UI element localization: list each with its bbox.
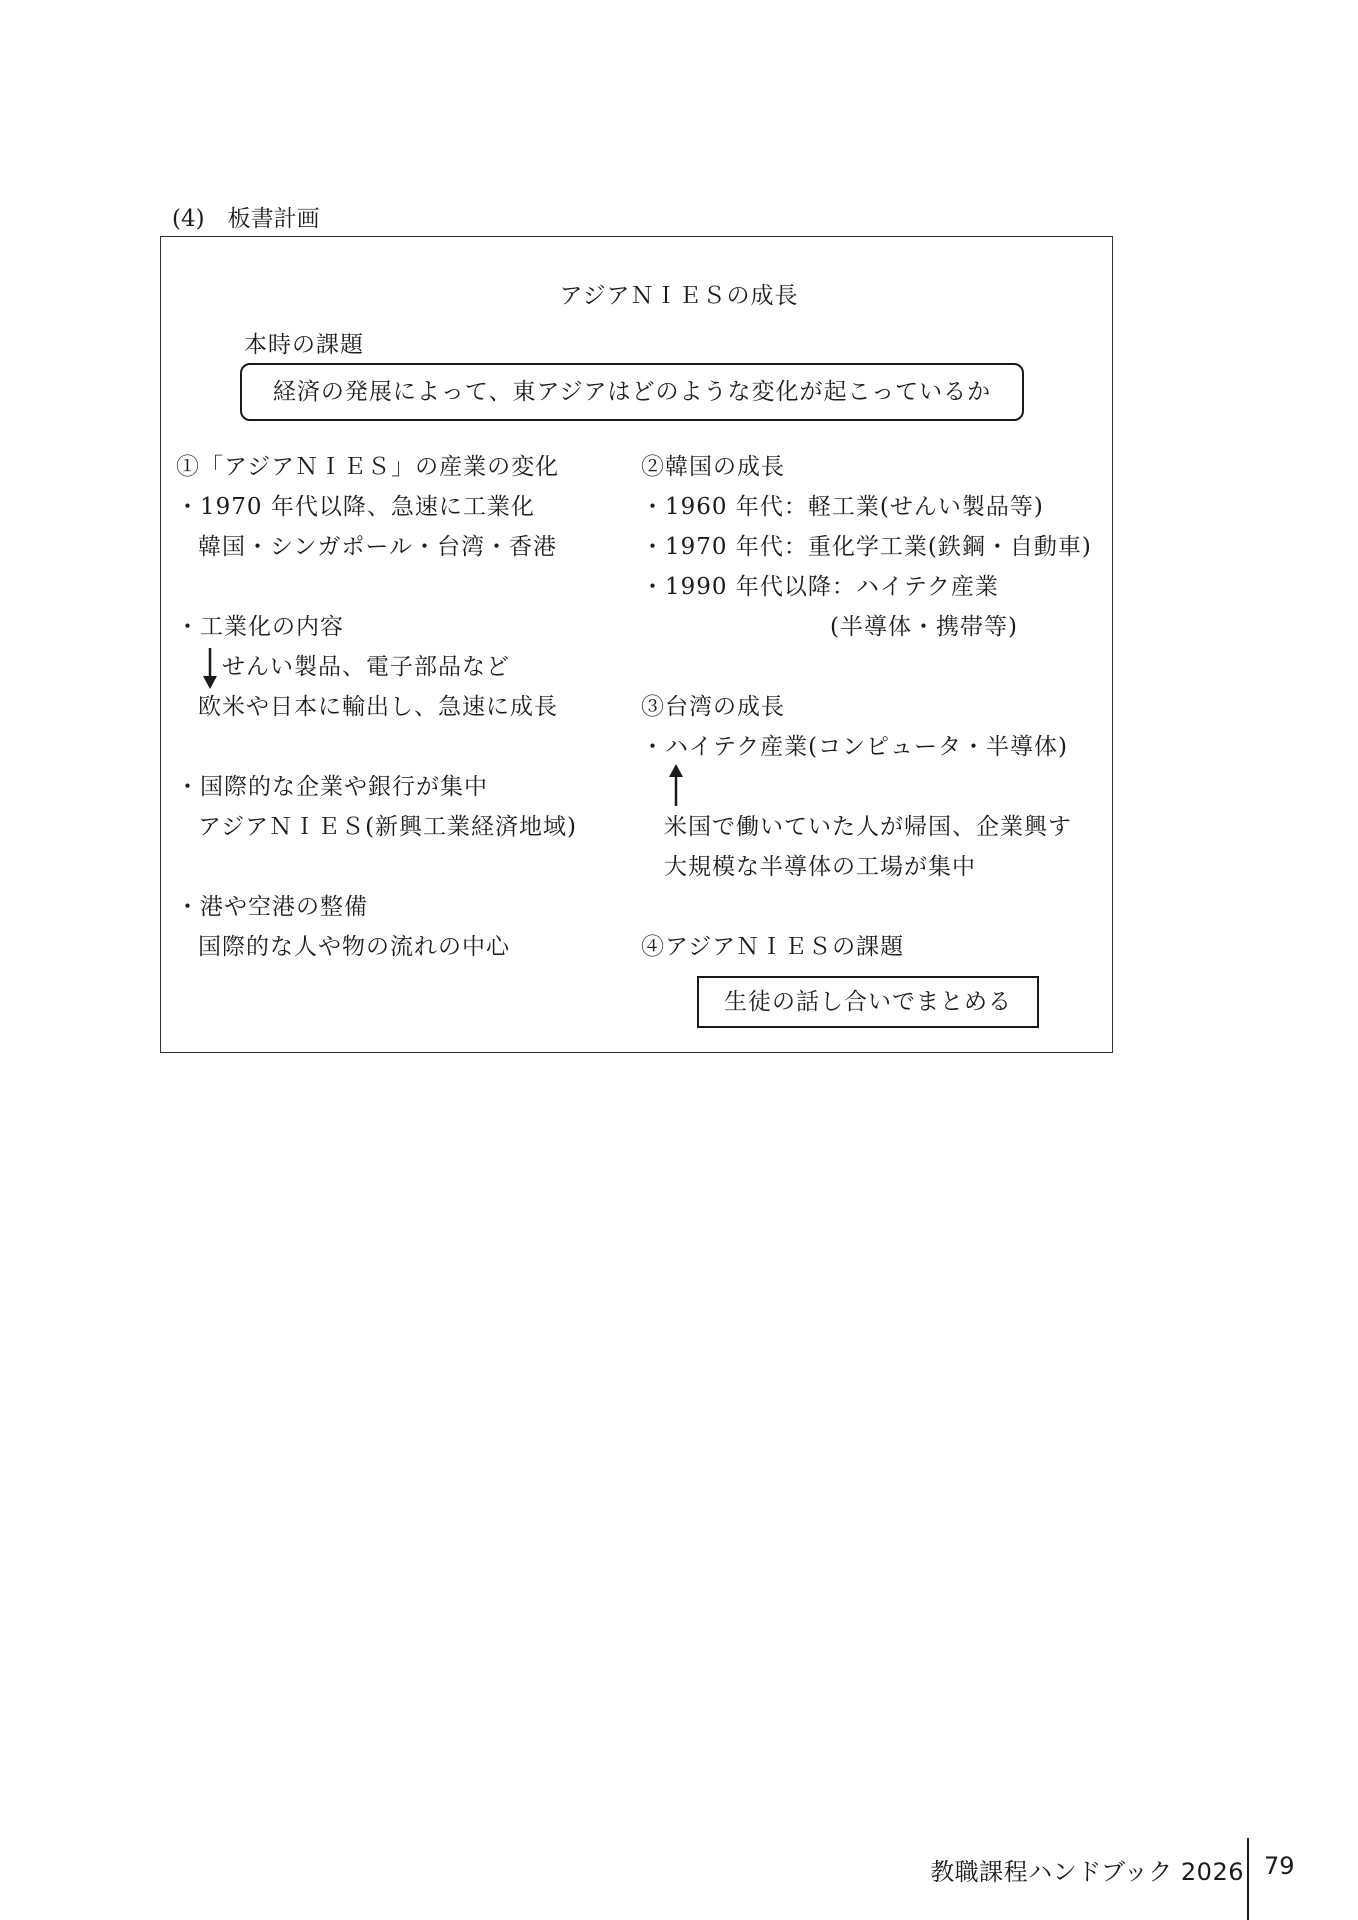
left-line-9: 国際的な人や物の流れの中心 [198, 934, 510, 960]
left-line-2: 韓国・シンガポール・台湾・香港 [198, 534, 557, 560]
left-line-3: ・工業化の内容 [176, 614, 344, 640]
taiwan-heading: ③台湾の成長 [641, 694, 785, 720]
issues-heading: ④アジアＮＩＥＳの課題 [641, 934, 905, 960]
issue-box [240, 363, 1024, 421]
korea-heading: ②韓国の成長 [641, 454, 785, 480]
left-line-6: ・国際的な企業や銀行が集中 [176, 774, 488, 800]
korea-line-3: ・1990 年代以降：ハイテク産業 [641, 574, 999, 600]
left-line-7: アジアＮＩＥＳ(新興工業経済地域) [198, 814, 578, 840]
summary-box [697, 976, 1039, 1028]
korea-line-4: (半導体・携帯等) [830, 614, 1018, 640]
taiwan-line-2: 米国で働いていた人が帰国、企業興す [664, 814, 1072, 840]
issue-text: 経済の発展によって、東アジアはどのような変化が起こっているか [272, 379, 992, 405]
footer-title: 教職課程ハンドブック 2026 [930, 1858, 1244, 1886]
down-arrow-icon [202, 648, 218, 690]
left-heading: ①「アジアＮＩＥＳ」の産業の変化 [176, 454, 560, 480]
left-line-4: せんい製品、電子部品など [222, 654, 510, 680]
left-line-5: 欧米や日本に輸出し、急速に成長 [198, 694, 558, 720]
korea-line-2: ・1970 年代：重化学工業(鉄鋼・自動車) [641, 534, 1092, 560]
issue-label: 本時の課題 [244, 332, 364, 358]
board-title: アジアＮＩＥＳの成長 [559, 283, 799, 309]
taiwan-line-1: ・ハイテク産業(コンピュータ・半導体) [641, 734, 1069, 760]
footer-divider [1247, 1838, 1249, 1920]
section-heading: (4) 板書計画 [172, 206, 320, 232]
summary-text: 生徒の話し合いでまとめる [724, 989, 1012, 1015]
page-number: 79 [1264, 1852, 1295, 1880]
left-line-8: ・港や空港の整備 [176, 894, 368, 920]
left-line-1: ・1970 年代以降、急速に工業化 [176, 494, 535, 520]
up-arrow-icon [668, 764, 684, 806]
korea-line-1: ・1960 年代：軽工業(せんい製品等) [641, 494, 1044, 520]
taiwan-line-3: 大規模な半導体の工場が集中 [664, 854, 976, 880]
